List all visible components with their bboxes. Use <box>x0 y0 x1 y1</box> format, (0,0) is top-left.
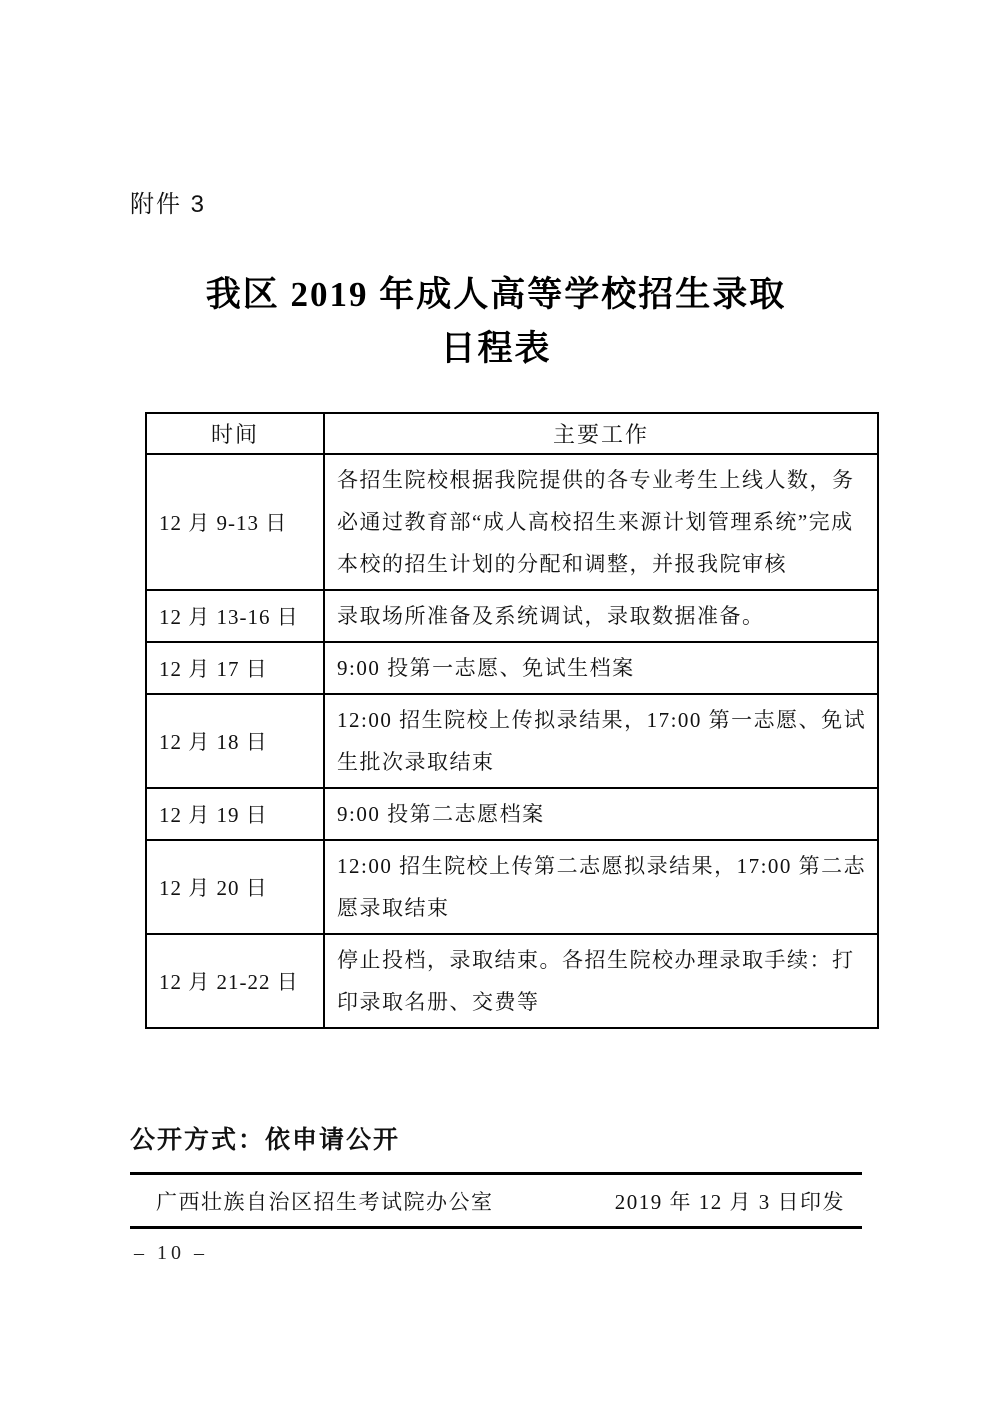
header-cell-time: 时间 <box>146 413 324 454</box>
document-title-line2: 日程表 <box>440 329 552 368</box>
time-cell: 12 月 13-16 日 <box>146 590 324 642</box>
document-title <box>0 268 992 376</box>
header-cell-work: 主要工作 <box>324 413 878 454</box>
table-row <box>146 840 878 934</box>
work-cell: 录取场所准备及系统调试，录取数据准备。 <box>324 590 878 642</box>
work-cell: 12:00 招生院校上传第二志愿拟录结果，17:00 第二志愿录取结束 <box>324 840 878 934</box>
time-cell: 12 月 19 日 <box>146 788 324 840</box>
table-row <box>146 642 878 694</box>
time-cell: 12 月 18 日 <box>146 694 324 788</box>
time-cell: 12 月 17 日 <box>146 642 324 694</box>
table-row <box>146 788 878 840</box>
table-row <box>146 454 878 590</box>
footer-issuer: 广西壮族自治区招生考试院办公室 <box>156 1189 494 1214</box>
work-cell: 9:00 投第二志愿档案 <box>324 788 878 840</box>
schedule-table <box>145 412 879 1029</box>
work-cell: 停止投档，录取结束。各招生院校办理录取手续：打印录取名册、交费等 <box>324 934 878 1028</box>
footer-imprint-line <box>130 1175 862 1226</box>
table-row <box>146 590 878 642</box>
table-row <box>146 934 878 1028</box>
time-cell: 12 月 21-22 日 <box>146 934 324 1028</box>
work-cell: 12:00 招生院校上传拟录结果，17:00 第一志愿、免试生批次录取结束 <box>324 694 878 788</box>
table-row <box>146 694 878 788</box>
time-cell: 12 月 20 日 <box>146 840 324 934</box>
time-cell: 12 月 9-13 日 <box>146 454 324 590</box>
document-title-line1: 我区 2019 年成人高等学校招生录取 <box>205 275 787 314</box>
footer-rule-bottom <box>130 1226 862 1229</box>
work-cell: 各招生院校根据我院提供的各专业考生上线人数，务必通过教育部“成人高校招生来源计划管理系统”完成本校的招生计划的分配和调整，并报我院审核 <box>324 454 878 590</box>
footer-print-date: 2019 年 12 月 3 日印发 <box>614 1189 845 1214</box>
table-header-row <box>146 413 878 454</box>
disclosure-method-label: 公开方式：依申请公开 <box>130 1126 401 1154</box>
work-cell: 9:00 投第一志愿、免试生档案 <box>324 642 878 694</box>
page-number: – 10 – <box>134 1242 208 1264</box>
attachment-label: 附件 3 <box>130 191 207 218</box>
